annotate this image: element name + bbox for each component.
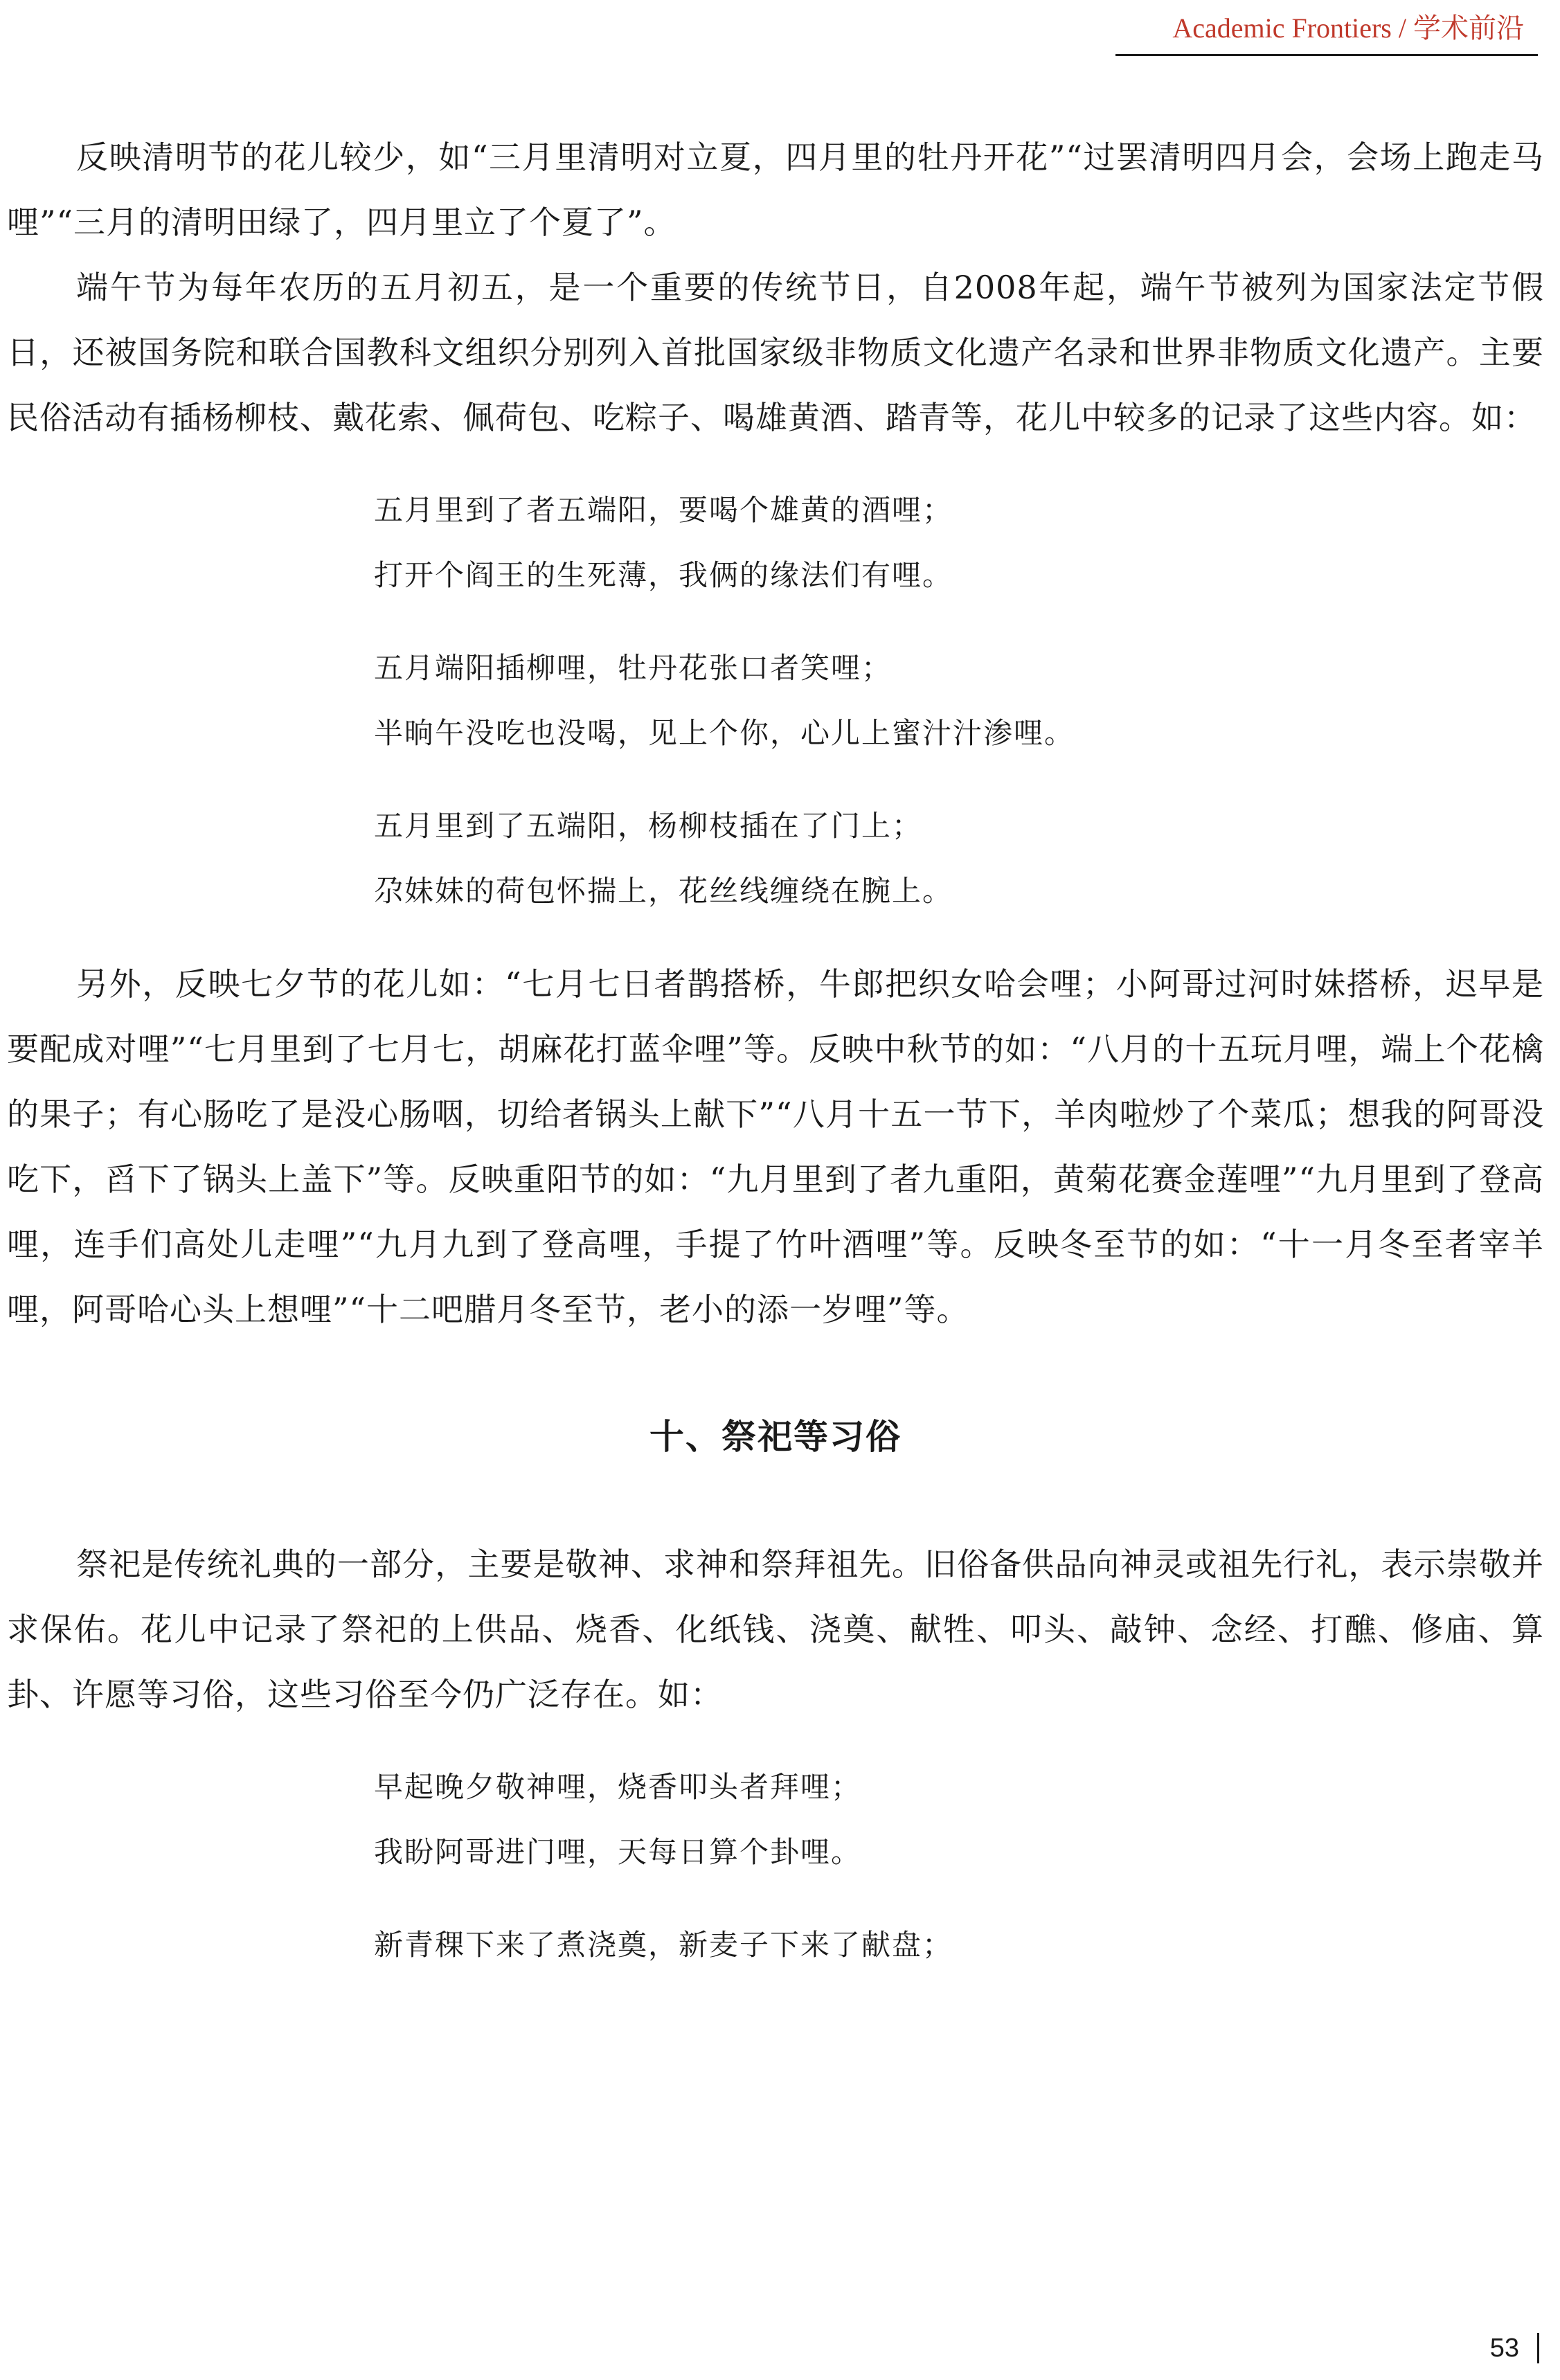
running-header — [1172, 7, 1538, 50]
article-body — [7, 125, 1544, 1978]
verse-line: 五月里到了五端阳，杨柳枝插在了门上； — [374, 809, 923, 843]
verse-line: 我盼阿哥进门哩，天每日算个卦哩。 — [374, 1835, 862, 1869]
verse-line: 尕妹妹的荷包怀揣上，花丝线缠绕在腕上。 — [374, 874, 953, 908]
verse-duanwu-2 — [7, 636, 1544, 766]
page-number: 53 — [1489, 2333, 1519, 2363]
paragraph-qingming: 反映清明节的花儿较少，如“三月里清明对立夏，四月里的牡丹开花”“过罢清明四月会，会场上跑走马哩”“三月的清明田绿了，四月里立了个夏了”。 — [7, 138, 1544, 241]
paragraph-duanwu: 端午节为每年农历的五月初五，是一个重要的传统节日，自2008年起，端午节被列为国家法定节假日，还被国务院和联合国教科文组织分别列入首批国家级非物质文化遗产名录和世界非物质文化遗产。主要民俗活动有插杨柳枝、戴花索、佩荷包、吃粽子、喝雄黄酒、踏青等，花儿中较多的记录了这些内容。如： — [7, 269, 1544, 436]
verse-line: 半晌午没吃也没喝，见上个你，心儿上蜜汁汁渗哩。 — [374, 716, 1075, 750]
verse-line: 打开个阎王的生死薄，我俩的缘法们有哩。 — [374, 558, 953, 592]
verse-line: 五月端阳插柳哩，牡丹花张口者笑哩； — [374, 651, 893, 685]
verse-line: 新青稞下来了煮浇奠，新麦子下来了献盘； — [374, 1928, 953, 1962]
verse-duanwu-3 — [7, 794, 1544, 924]
paragraph-sacrifice: 祭祀是传统礼典的一部分，主要是敬神、求神和祭拜祖先。旧俗备供品向神灵或祖先行礼，表示崇敬并求保佑。花儿中记录了祭祀的上供品、烧香、化纸钱、浇奠、献牲、叩头、敲钟、念经、打醮、修庙、算卦、许愿等习俗，这些习俗至今仍广泛存在。如： — [7, 1546, 1544, 1713]
footer-bar — [1537, 2333, 1539, 2363]
verse-sacrifice-2 — [7, 1913, 1544, 1978]
page-footer — [1490, 2333, 1539, 2363]
verse-line: 五月里到了者五端阳，要喝个雄黄的酒哩； — [374, 493, 953, 527]
verse-line: 早起晚夕敬神哩，烧香叩头者拜哩； — [374, 1770, 862, 1804]
header-rule — [1115, 54, 1538, 56]
journal-title: Academic Frontiers / 学术前沿 — [1172, 12, 1524, 44]
verse-duanwu-1 — [7, 478, 1544, 608]
section-heading: 十、祭祀等习俗 — [649, 1417, 902, 1457]
verse-sacrifice-1 — [7, 1755, 1544, 1885]
paragraph-other-festivals: 另外，反映七夕节的花儿如：“七月七日者鹊搭桥，牛郎把织女哈会哩；小阿哥过河时妹搭桥，迟早是要配成对哩”“七月里到了七月七，胡麻花打蓝伞哩”等。反映中秋节的如：“八月的十五玩月哩，端上个花檎的果子；有心肠吃了是没心肠咽，切给者锅头上献下”“八月十五一节下，羊肉啦炒了个菜瓜；想我的阿哥没吃下，舀下了锅头上盖下”等。反映重阳节的如：“九月里到了者九重阳，黄菊花赛金莲哩”“九月里到了登高哩，连手们高处儿走哩”“九月九到了登高哩，手提了竹叶酒哩”等。反映冬至节的如：“十一月冬至者宰羊哩，阿哥哈心头上想哩”“十二吧腊月冬至节，老小的添一岁哩”等。 — [7, 965, 1544, 1328]
